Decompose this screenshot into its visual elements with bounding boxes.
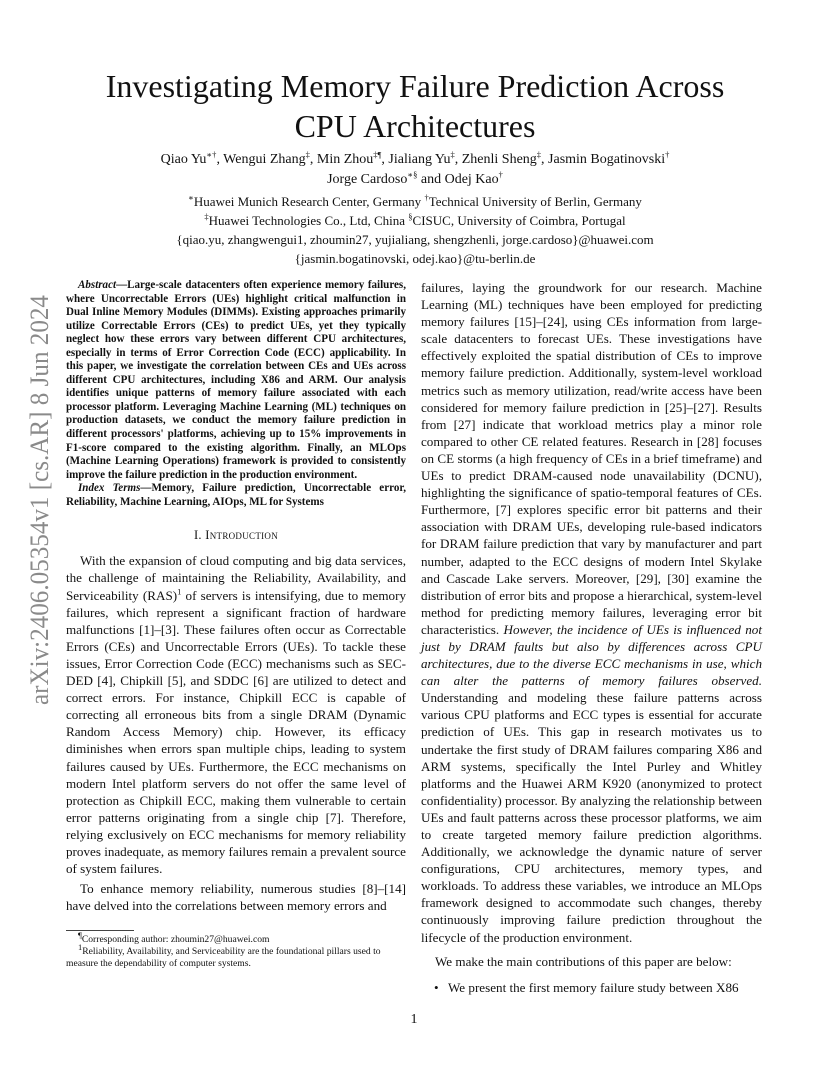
author-mark: ‡ — [450, 149, 455, 160]
footnote-rule — [66, 930, 134, 931]
author-mark: ‡¶ — [373, 149, 382, 160]
affiliation-text: Huawei Technologies Co., Ltd, China — [208, 213, 409, 228]
footnote-mark: ¶ — [78, 929, 82, 940]
paragraph-text: failures, laying the groundwork for our research. Machine Learning (ML) techniques have been employed for predicting memory failures [15]–[24], using CEs information from large-scale datacenters to forecast UEs. These investigations have effectively exploited the spatial distribution of CEs to improve memory failure prediction. Additionally, system-level workload metrics such as memory utilization, read/write access have been considered for memory failure prediction in [25]–[27]. Results from [27] indicate that workload metrics play a minor role compared to other CE related features. Research in [28] focuses on CE storms (a high frequency of CEs in a brief timeframe) and UEs to predict DRAM-caused node unavailability (DCNU), highlighting the significance of spatio-temporal features of CEs. Furthermore, [7] explores specific error bit patterns and their association with DRAM UEs, developing rule-based indicators for DRAM failure prediction that vary by manufacturer and part number, adapted to the ECC designs of modern Intel Skylake and Cascade Lake servers. Moreover, [29], [30] examine the distribution of error bits and propose a hierarchical, system-level method for predicting memory failures, leveraging error bit characteristics. — [421, 280, 762, 637]
footnote-text: Reliability, Availability, and Serviceability are the foundational pillars used to measure the dependability of computer systems. — [66, 946, 381, 969]
author-line-2 — [70, 170, 760, 190]
footnote-text: Corresponding author: zhoumin27@huawei.com — [81, 934, 270, 945]
affiliation-mark: † — [424, 192, 429, 203]
page-number: 1 — [410, 1012, 418, 1027]
author-name: , Jialiang Yu — [381, 152, 451, 167]
arxiv-side-stamp — [6, 290, 62, 710]
author-name: , Min Zhou — [309, 152, 374, 167]
contribution-bullet-1 — [421, 979, 762, 996]
author-line-1 — [70, 150, 760, 170]
author-mark: ‡ — [305, 149, 310, 160]
footnote-mark: 1 — [78, 941, 83, 952]
index-terms-label: Index Terms — [78, 482, 141, 495]
intro-paragraph-2-continued — [421, 279, 762, 946]
section-heading — [66, 527, 406, 544]
paragraph-text: Understanding and modeling these failure patterns across various CPU platforms and ECC types is essential for accurate prediction of UEs. This gap in research motivates us to undertake the first study of DRAM failures comparing X86 and ARM systems, specifically the Intel Purley and Whitley platforms and the Huawei ARM K920 (anonymized to protect confidentiality) processor. By analyzing the relationship between UEs and fault patterns across these processor platforms, we aim to create targeted memory failure prediction algorithms. Additionally, we acknowledge the dynamic nature of server configurations, CPU architectures, memory types, and workloads. To address these variables, we introduce an MLOps framework designed to accommodate such changes, thereby continuously improving failure prediction throughout the lifecycle of the production environment. — [421, 690, 762, 945]
email-line-1: {qiao.yu, zhangwengui1, zhoumin27, yujialiang, shengzhenli, jorge.cardoso}@huawei.com — [176, 232, 654, 247]
author-name: and Odej Kao — [417, 172, 499, 187]
author-name: , Zhenli Sheng — [454, 152, 537, 167]
affiliation-text: Technical University of Berlin, Germany — [428, 194, 642, 209]
footnote-1 — [66, 929, 406, 946]
author-mark: ‡ — [536, 149, 542, 160]
author-mark: ∗† — [206, 149, 217, 160]
affiliation-line-2 — [70, 212, 760, 229]
left-column — [66, 279, 406, 914]
footnote-2 — [66, 941, 406, 970]
author-name: , Jasmin Bogatinovski — [541, 152, 666, 167]
abstract-text: —Large-scale datacenters often experience memory failures, where Uncorrectable Errors (UEs) highlight critical malfunction in Dual Inline Memory Modules (DIMMs). Existing approaches primarily utilize Correctable Errors (CEs) to predict UEs, yet they typically neglect how these errors vary between different CPU architectures, especially in terms of Error Correction Code (ECC) applicability. In this paper, we investigate the correlation between CEs and UEs across different CPU architectures, including X86 and ARM. Our analysis identifies unique patterns of memory failure associated with each processor platform. Leveraging Machine Learning (ML) techniques on production datasets, we conduct the memory failure prediction in different processors' platforms, achieving up to 15% improvements in F1-score compared to the existing algorithm. Finally, an MLOps (Machine Learning Operations) framework is provided to consistently improve the failure prediction in the production environment. — [66, 279, 406, 481]
arxiv-id: arXiv:2406.05354v1 [cs.AR] 8 Jun 2024 — [24, 290, 54, 705]
section-heading-text: I. Introduction — [193, 528, 279, 543]
affiliation-line-1 — [70, 193, 760, 210]
bullet-text: We present the first memory failure study between X86 — [448, 979, 739, 995]
abstract — [66, 279, 406, 482]
footnote-ref: 1 — [177, 586, 182, 597]
paper-title-line2: CPU Architectures — [294, 108, 536, 144]
paper-title-line1: Investigating Memory Failure Prediction Across — [105, 68, 725, 104]
affiliation-mark: ‡ — [204, 211, 209, 222]
affiliation-text: Huawei Munich Research Center, Germany — [193, 194, 425, 209]
author-block — [70, 150, 760, 267]
intro-paragraph-1 — [66, 552, 406, 877]
affiliation-mark: ∗ — [188, 192, 194, 203]
intro-paragraph-2-start: To enhance memory reliability, numerous studies [8]–[14] have delved into the correlations between memory errors and — [66, 881, 406, 914]
paragraph-emphasis: However, the incidence of UEs is influenced not just by DRAM faults but also by differences across CPU architectures, due to the diverse ECC mechanisms in use, which can alter the patterns of memory failures observed. — [421, 621, 762, 689]
author-name: , Wengui Zhang — [216, 152, 306, 167]
email-line-2: {jasmin.bogatinovski, odej.kao}@tu-berlin.de — [294, 251, 536, 266]
index-terms — [66, 482, 406, 509]
index-terms-text: —Memory, Failure prediction, Uncorrectable error, Reliability, Machine Learning, AIOps, ML for Systems — [66, 482, 406, 508]
affiliation-text: CISUC, University of Coimbra, Portugal — [412, 213, 626, 228]
author-name: Jorge Cardoso — [327, 172, 408, 187]
paragraph-text: With the expansion of cloud computing and big data services, the challenge of maintaining the Reliability, Availability, and Serviceability (RAS) — [66, 553, 406, 603]
author-mark: ∗§ — [407, 169, 418, 180]
paragraph-text: of servers is intensifying, due to memory failures, which represent a significant fraction of hardware malfunctions [1]–[3]. These failures often occur as Correctable Errors (CEs) and Uncorrectable Errors (UEs). To tackle these issues, Error Correction Code (ECC) mechanisms such as SEC-DED [4], Chipkill [5], and SDDC [6] are utilized to detect and correct errors. For instance, Chipkill ECC is capable of correcting all erroneous bits from a single DRAM (Dynamic Random Access Memory) chip. However, its efficacy diminishes when errors span multiple chips, leading to system failures caused by UEs. Furthermore, the ECC mechanisms on modern Intel platform servers do not offer the same level of protection as Chipkill ECC, making them vulnerable to certain error patterns originating from a single chip [7]. Therefore, relying exclusively on ECC mechanisms for memory reliability proves inadequate, as memory failures remain a prevalent source of system failures. — [66, 587, 406, 877]
author-name: Qiao Yu — [160, 152, 207, 167]
paper-title — [70, 66, 760, 146]
abstract-label: Abstract — [78, 279, 117, 291]
affiliation-mark: § — [408, 211, 413, 222]
footnotes — [66, 930, 406, 970]
author-mark: † — [665, 149, 670, 160]
author-mark: † — [498, 169, 503, 180]
right-column — [421, 279, 762, 996]
arxiv-side-stamp-svg — [6, 290, 62, 710]
intro-paragraph-3: We make the main contributions of this paper are below: — [435, 953, 732, 969]
